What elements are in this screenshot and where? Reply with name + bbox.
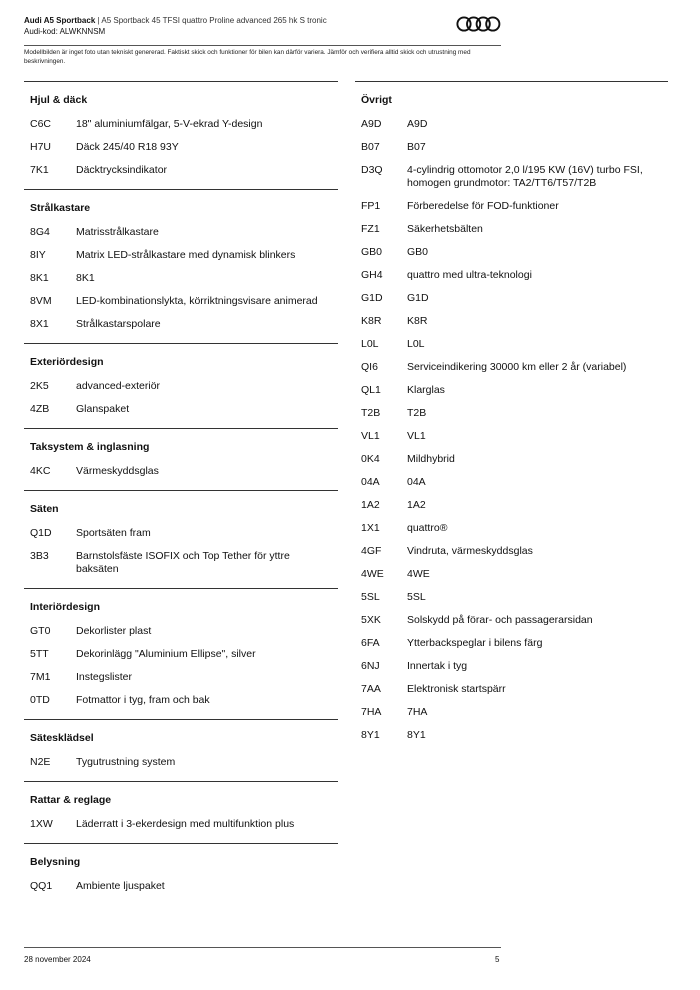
equipment-code: 7K1: [30, 164, 49, 176]
equipment-description: 04A: [407, 476, 426, 488]
section-interiordesign: [24, 588, 338, 712]
equipment-code: 4GF: [361, 545, 382, 557]
equipment-code: 8G4: [30, 226, 50, 238]
equipment-description: Matrisstrålkastare: [76, 226, 159, 238]
equipment-code: GT0: [30, 625, 51, 637]
equipment-code: 7M1: [30, 671, 51, 683]
equipment-description: 1A2: [407, 499, 426, 511]
equipment-item: [355, 159, 668, 195]
equipment-code: VL1: [361, 430, 380, 442]
equipment-item: [355, 632, 668, 655]
equipment-description: Klarglas: [407, 384, 445, 396]
equipment-item: [355, 540, 668, 563]
audi-code: Audi-kod: ALWKNNSM: [24, 27, 106, 36]
equipment-description: Serviceindikering 30000 km eller 2 år (variabel): [407, 361, 627, 373]
equipment-description: 8K1: [76, 272, 95, 284]
equipment-code: 6NJ: [361, 660, 380, 672]
equipment-code: T2B: [361, 407, 381, 419]
equipment-description: Värmeskyddsglas: [76, 465, 159, 477]
equipment-description: Instegslister: [76, 671, 133, 683]
section-taksystem-inglasning: [24, 428, 338, 483]
equipment-item: [355, 655, 668, 678]
equipment-code: H7U: [30, 141, 52, 153]
page-number: 5: [495, 955, 500, 964]
equipment-description: Dekorlister plast: [76, 625, 152, 637]
equipment-description: Förberedelse för FOD-funktioner: [407, 200, 559, 212]
equipment-item: [355, 609, 668, 632]
equipment-item: [24, 689, 338, 712]
section-title: Säten: [30, 503, 59, 515]
section-title: Taksystem & inglasning: [30, 441, 150, 453]
equipment-code: GH4: [361, 269, 383, 281]
equipment-item: [355, 195, 668, 218]
equipment-description: VL1: [407, 430, 426, 442]
equipment-code: N2E: [30, 756, 51, 768]
equipment-code: G1D: [361, 292, 383, 304]
section-title: Belysning: [30, 856, 81, 868]
audi-rings-logo: [456, 15, 502, 33]
equipment-description: Läderratt i 3-ekerdesign med multifunktion plus: [76, 818, 295, 830]
section-title: Övrigt: [361, 94, 392, 106]
disclaimer: Modellbilden är inget foto utan tekniskt genererad. Faktiskt skick och funktioner för bilen kan därför variera. Jämför och verifiera alltid skick och utrustning med beskrivningen.: [24, 49, 471, 65]
equipment-description: B07: [407, 141, 426, 153]
equipment-description: G1D: [407, 292, 429, 304]
equipment-description: K8R: [407, 315, 428, 327]
equipment-item: [355, 379, 668, 402]
equipment-description: Vindruta, värmeskyddsglas: [407, 545, 533, 557]
equipment-description: T2B: [407, 407, 427, 419]
equipment-description: Matrix LED-strålkastare med dynamisk blinkers: [76, 249, 296, 261]
equipment-description: LED-kombinationslykta, körriktningsvisare animerad: [76, 295, 318, 307]
equipment-code: 5TT: [30, 648, 49, 660]
equipment-item: [24, 460, 338, 483]
equipment-item: [24, 545, 338, 581]
equipment-description: A9D: [407, 118, 428, 130]
equipment-code: Q1D: [30, 527, 52, 539]
footer-divider: [24, 947, 501, 948]
equipment-code: QI6: [361, 361, 378, 373]
equipment-description: Ytterbackspeglar i bilens färg: [407, 637, 543, 649]
equipment-item: [355, 310, 668, 333]
equipment-item: [355, 471, 668, 494]
equipment-code: 1X1: [361, 522, 380, 534]
equipment-item: [355, 264, 668, 287]
equipment-item: [355, 113, 668, 136]
equipment-description: Dekorinlägg "Aluminium Ellipse", silver: [76, 648, 256, 660]
equipment-description: Säkerhetsbälten: [407, 223, 483, 235]
left-column: [24, 81, 338, 898]
equipment-description: Solskydd på förar- och passagerarsidan: [407, 614, 593, 626]
equipment-code: 8VM: [30, 295, 52, 307]
equipment-code: 4KC: [30, 465, 51, 477]
section-title: Rattar & reglage: [30, 794, 112, 806]
equipment-code: 8IY: [30, 249, 46, 261]
equipment-code: 8Y1: [361, 729, 380, 741]
equipment-description: Sportsäten fram: [76, 527, 151, 539]
equipment-code: B07: [361, 141, 380, 153]
section-title: Interiördesign: [30, 601, 101, 613]
equipment-item: [355, 136, 668, 159]
equipment-item: [24, 522, 338, 545]
section-stralkastare: [24, 189, 338, 336]
equipment-item: [24, 643, 338, 666]
section-belysning: [24, 843, 338, 898]
equipment-code: 5XK: [361, 614, 381, 626]
equipment-code: 8K1: [30, 272, 49, 284]
equipment-description: Tygutrustning system: [76, 756, 176, 768]
section-title: Exteriördesign: [30, 356, 104, 368]
equipment-description: 7HA: [407, 706, 428, 718]
section-ovrigt: [355, 81, 668, 747]
equipment-item: [355, 586, 668, 609]
equipment-code: 4WE: [361, 568, 384, 580]
header-model-line: [24, 15, 500, 26]
section-saten: [24, 490, 338, 581]
equipment-description: L0L: [407, 338, 425, 350]
equipment-code: 7AA: [361, 683, 381, 695]
equipment-item: [24, 290, 338, 313]
equipment-item: [24, 666, 338, 689]
equipment-description: Ambiente ljuspaket: [76, 880, 165, 892]
section-rattar-reglage: [24, 781, 338, 836]
equipment-item: [24, 313, 338, 336]
equipment-code: FP1: [361, 200, 381, 212]
equipment-code: 3B3: [30, 550, 49, 562]
equipment-code: 5SL: [361, 591, 380, 603]
equipment-description: Mildhybrid: [407, 453, 455, 465]
equipment-code: 4ZB: [30, 403, 50, 415]
equipment-description: 18" aluminiumfälgar, 5-V-ekrad Y-design: [76, 118, 263, 130]
equipment-code: FZ1: [361, 223, 380, 235]
equipment-item: [24, 375, 338, 398]
equipment-code: QQ1: [30, 880, 53, 892]
equipment-code: 8X1: [30, 318, 49, 330]
equipment-description: Innertak i tyg: [407, 660, 468, 672]
equipment-item: [24, 620, 338, 643]
equipment-description: 8Y1: [407, 729, 426, 741]
equipment-code: 6FA: [361, 637, 380, 649]
equipment-item: [24, 813, 338, 836]
header-separator: |: [95, 16, 102, 25]
equipment-code: A9D: [361, 118, 382, 130]
equipment-item: [24, 244, 338, 267]
equipment-code: 1A2: [361, 499, 380, 511]
equipment-item: [355, 724, 668, 747]
equipment-description: 5SL: [407, 591, 426, 603]
page-header: [24, 15, 500, 37]
equipment-code: 0K4: [361, 453, 380, 465]
equipment-description: Elektronisk startspärr: [407, 683, 506, 695]
equipment-code: D3Q: [361, 164, 383, 176]
section-title: Strålkastare: [30, 202, 91, 214]
equipment-code: 0TD: [30, 694, 50, 706]
section-exteriordesign: [24, 343, 338, 421]
equipment-description: GB0: [407, 246, 429, 258]
equipment-description: Fotmattor i tyg, fram och bak: [76, 694, 210, 706]
equipment-code: QL1: [361, 384, 381, 396]
model-spec: A5 Sportback 45 TFSI quattro Proline advanced 265 hk S tronic: [101, 16, 327, 25]
equipment-item: [355, 448, 668, 471]
equipment-item: [24, 221, 338, 244]
equipment-item: [24, 113, 338, 136]
equipment-item: [24, 398, 338, 421]
right-column: [355, 81, 668, 747]
equipment-code: 1XW: [30, 818, 53, 830]
equipment-code: 7HA: [361, 706, 382, 718]
equipment-item: [355, 356, 668, 379]
equipment-item: [355, 701, 668, 724]
header-divider: [24, 45, 501, 46]
equipment-code: GB0: [361, 246, 383, 258]
equipment-item: [24, 159, 338, 182]
equipment-description: advanced-exteriör: [76, 380, 161, 392]
equipment-item: [355, 287, 668, 310]
section-hjul-dack: [24, 81, 338, 182]
equipment-description: 4-cylindrig ottomotor 2,0 l/195 KW (16V) turbo FSI, homogen grundmotor: TA2/TT6/T57/T2B: [407, 164, 643, 189]
equipment-description: quattro med ultra-teknologi: [407, 269, 532, 281]
equipment-description: quattro®: [407, 522, 448, 534]
section-title: Sätesklädsel: [30, 732, 94, 744]
equipment-item: [355, 218, 668, 241]
equipment-code: C6C: [30, 118, 52, 130]
equipment-description: Däck 245/40 R18 93Y: [76, 141, 179, 153]
equipment-item: [24, 267, 338, 290]
equipment-description: Strålkastarspolare: [76, 318, 161, 330]
equipment-code: 2K5: [30, 380, 49, 392]
equipment-item: [355, 563, 668, 586]
equipment-description: 4WE: [407, 568, 430, 580]
equipment-item: [355, 517, 668, 540]
footer-date: 28 november 2024: [24, 955, 91, 964]
section-title: Hjul & däck: [30, 94, 88, 106]
equipment-code: 04A: [361, 476, 380, 488]
model-name: Audi A5 Sportback: [24, 16, 96, 25]
equipment-item: [355, 425, 668, 448]
equipment-description: Barnstolsfäste ISOFIX och Top Tether för yttre baksäten: [76, 550, 290, 575]
section-sateskladsel: [24, 719, 338, 774]
equipment-code: L0L: [361, 338, 379, 350]
equipment-item: [355, 494, 668, 517]
equipment-item: [24, 136, 338, 159]
equipment-item: [355, 678, 668, 701]
equipment-description: Däcktrycksindikator: [76, 164, 168, 176]
equipment-item: [24, 751, 338, 774]
equipment-description: Glanspaket: [76, 403, 130, 415]
equipment-item: [355, 402, 668, 425]
equipment-item: [355, 241, 668, 264]
equipment-item: [355, 333, 668, 356]
equipment-item: [24, 875, 338, 898]
equipment-code: K8R: [361, 315, 382, 327]
